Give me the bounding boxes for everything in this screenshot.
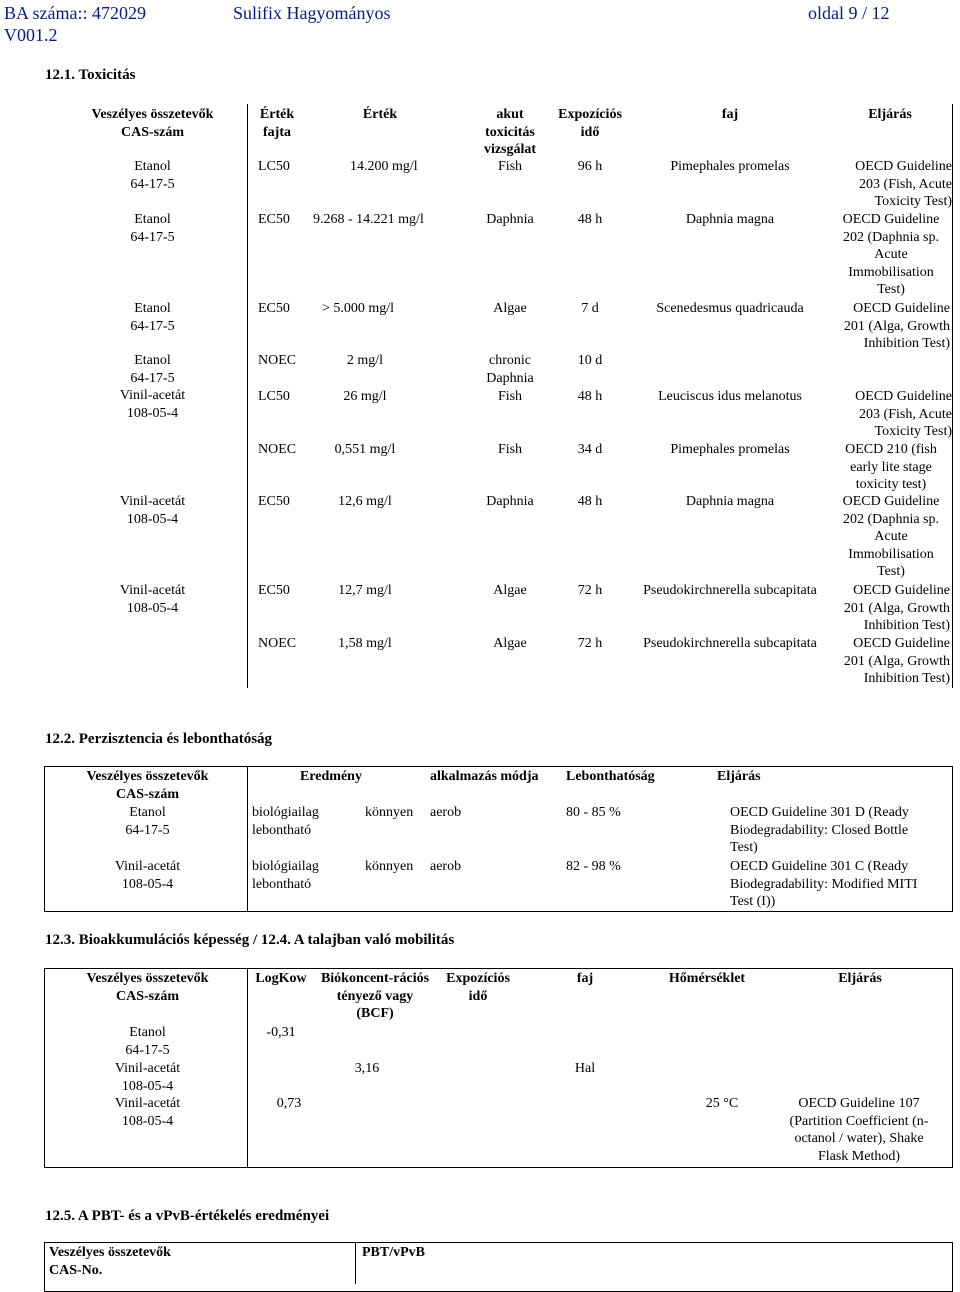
acute-cell: Algae xyxy=(493,636,527,651)
substance-cell: Vinil-acetát 108-05-4 xyxy=(119,494,186,527)
substance-cell: Vinil-acetát 108-05-4 xyxy=(114,1061,181,1094)
acute-cell: Fish xyxy=(497,442,523,457)
col-header-exposure: Expozíciós idő xyxy=(558,107,622,140)
product-name: Sulifix Hagyományos xyxy=(233,3,391,23)
exposure-cell: 48 h xyxy=(577,389,603,404)
species-cell: Scenedesmus quadricauda xyxy=(656,301,804,316)
species-cell: Leuciscus idus melanotus xyxy=(658,389,802,404)
page-number: oldal 9 / 12 xyxy=(808,3,890,23)
degradability-cell: 80 - 85 % xyxy=(566,805,621,820)
exposure-cell: 7 d xyxy=(581,301,599,316)
col-header-value-type: Érték fajta xyxy=(259,107,295,140)
col-header-method: Eljárás xyxy=(838,971,882,986)
species-cell: Daphnia magna xyxy=(685,212,775,227)
section-title-toxicity: 12.1. Toxicitás xyxy=(45,67,136,83)
value-type-cell: EC50 xyxy=(258,583,290,598)
col-header-exposure: Expozíciós idő xyxy=(446,971,510,1004)
section-title-bioaccumulation: 12.3. Bioakkumulációs képesség / 12.4. A talajban való mobilitás xyxy=(45,932,455,948)
value-type-cell: LC50 xyxy=(258,389,290,404)
exposure-cell: 48 h xyxy=(577,212,603,227)
col-header-substance: Veszélyes összetevők CAS-szám xyxy=(91,107,214,140)
method-cell: OECD Guideline 202 (Daphnia sp. Acute Immobilisation Test) xyxy=(842,494,940,579)
version: V001.2 xyxy=(4,25,58,45)
col-header-species: faj xyxy=(721,107,739,122)
substance-cell: Etanol 64-17-5 xyxy=(125,805,170,838)
value-type-cell: LC50 xyxy=(258,159,290,174)
col-header-species: faj xyxy=(576,971,594,986)
col-header-degradability: Lebonthatóság xyxy=(566,769,655,784)
value-cell: 12,6 mg/l xyxy=(338,494,392,509)
bcf-cell: 3,16 xyxy=(354,1061,380,1076)
substance-cell: Etanol 64-17-5 xyxy=(130,212,175,245)
acute-cell: Algae xyxy=(493,301,527,316)
method-cell: OECD Guideline 201 (Alga, Growth Inhibition Test) xyxy=(843,301,950,351)
value-type-cell: NOEC xyxy=(258,636,297,651)
substance-cell: Etanol 64-17-5 Vinil-acetát 108-05-4 xyxy=(119,353,186,421)
exposure-cell: 72 h xyxy=(577,636,603,651)
value-cell: 1,58 mg/l xyxy=(338,636,392,651)
acute-cell: Daphnia xyxy=(486,212,534,227)
application-cell: aerob xyxy=(430,805,462,820)
method-cell: OECD 210 (fish early lite stage toxicity test) xyxy=(845,442,937,492)
substance-cell: Etanol 64-17-5 xyxy=(125,1025,170,1058)
method-cell: OECD Guideline 201 (Alga, Growth Inhibition Test) xyxy=(843,583,950,633)
value-type-cell: NOEC xyxy=(258,353,297,368)
section-title-pbt: 12.5. A PBT- és a vPvB-értékelés eredményei xyxy=(45,1208,330,1224)
result-cell: lebontható xyxy=(252,877,312,892)
species-cell: Pseudokirchnerella subcapitata xyxy=(643,636,817,651)
exposure-cell: 48 h xyxy=(577,494,603,509)
method-cell: OECD Guideline 203 (Fish, Acute Toxicity Test) xyxy=(855,389,952,439)
col-header-temperature: Hőmérséklet xyxy=(668,971,746,986)
col-header-acute: akut toxicitás vizsgálat xyxy=(483,107,537,157)
method-cell: OECD Guideline 202 (Daphnia sp. Acute Immobilisation Test) xyxy=(842,212,940,297)
col-header-logkow: LogKow xyxy=(255,971,307,986)
method-cell: OECD Guideline 107 (Partition Coefficient (n- octanol / water), Shake Flask Method) xyxy=(789,1096,929,1164)
substance-cell: Vinil-acetát 108-05-4 xyxy=(114,1096,181,1129)
logkow-cell: 0,73 xyxy=(276,1096,302,1111)
value-type-cell: EC50 xyxy=(258,301,290,316)
exposure-cell: 10 d xyxy=(577,353,603,368)
value-cell: 0,551 mg/l xyxy=(334,442,396,457)
value-cell: 2 mg/l xyxy=(346,353,384,368)
col-header-method: Eljárás xyxy=(717,769,761,784)
species-cell: Pimephales promelas xyxy=(670,159,790,174)
acute-cell: Algae xyxy=(493,583,527,598)
species-cell: Hal xyxy=(574,1061,596,1076)
acute-cell: Daphnia xyxy=(486,494,534,509)
col-header-method: Eljárás xyxy=(868,107,912,122)
application-cell: aerob xyxy=(430,859,462,874)
degradability-cell: 82 - 98 % xyxy=(566,859,621,874)
species-cell: Pimephales promelas xyxy=(670,442,790,457)
substance-cell: Etanol 64-17-5 xyxy=(130,301,175,334)
value-cell: 9.268 - 14.221 mg/l xyxy=(313,212,424,227)
section-title-persistence: 12.2. Perzisztencia és lebonthatóság xyxy=(45,731,273,747)
result-cell: könnyen xyxy=(365,805,414,820)
temperature-cell: 25 °C xyxy=(705,1096,739,1111)
col-header-substance: Veszélyes összetevők CAS-szám xyxy=(86,769,209,802)
col-header-pbt: PBT/vPvB xyxy=(362,1245,426,1260)
result-cell: biológiailag xyxy=(252,805,319,820)
method-cell: OECD Guideline 301 D (Ready Biodegradability: Closed Bottle Test) xyxy=(730,805,909,855)
value-type-cell: EC50 xyxy=(258,212,290,227)
col-header-value: Érték xyxy=(362,107,398,122)
method-cell: OECD Guideline 301 C (Ready Biodegradability: Modified MITI Test (I)) xyxy=(730,859,918,909)
result-cell: biológiailag xyxy=(252,859,319,874)
value-cell: > 5.000 mg/l xyxy=(322,301,395,316)
col-header-substance: Veszélyes összetevők CAS-No. xyxy=(49,1245,171,1278)
acute-cell: Fish xyxy=(497,389,523,404)
acute-cell: chronic Daphnia xyxy=(486,353,534,386)
exposure-cell: 96 h xyxy=(577,159,603,174)
value-type-cell: EC50 xyxy=(258,494,290,509)
species-cell: Pseudokirchnerella subcapitata xyxy=(643,583,817,598)
substance-cell: Vinil-acetát 108-05-4 xyxy=(114,859,181,892)
value-cell: 14.200 mg/l xyxy=(350,159,418,174)
value-type-cell: NOEC xyxy=(258,442,297,457)
substance-cell: Vinil-acetát 108-05-4 xyxy=(119,583,186,616)
col-header-application: alkalmazás módja xyxy=(430,769,539,784)
document-id: BA száma:: 472029 xyxy=(4,3,146,23)
acute-cell: Fish xyxy=(497,159,523,174)
col-header-bcf: Biókoncent-rációs tényező vagy (BCF) xyxy=(320,971,430,1021)
substance-cell: Etanol 64-17-5 xyxy=(130,159,175,192)
result-cell: könnyen xyxy=(365,859,414,874)
value-cell: 26 mg/l xyxy=(343,389,387,404)
logkow-cell: -0,31 xyxy=(266,1025,296,1040)
exposure-cell: 72 h xyxy=(577,583,603,598)
method-cell: OECD Guideline 203 (Fish, Acute Toxicity Test) xyxy=(855,159,952,209)
method-cell: OECD Guideline 201 (Alga, Growth Inhibition Test) xyxy=(843,636,950,686)
col-header-result: Eredmény xyxy=(300,769,362,784)
value-cell: 12,7 mg/l xyxy=(338,583,392,598)
col-header-substance: Veszélyes összetevők CAS-szám xyxy=(86,971,209,1004)
exposure-cell: 34 d xyxy=(577,442,603,457)
result-cell: lebontható xyxy=(252,823,312,838)
species-cell: Daphnia magna xyxy=(685,494,775,509)
